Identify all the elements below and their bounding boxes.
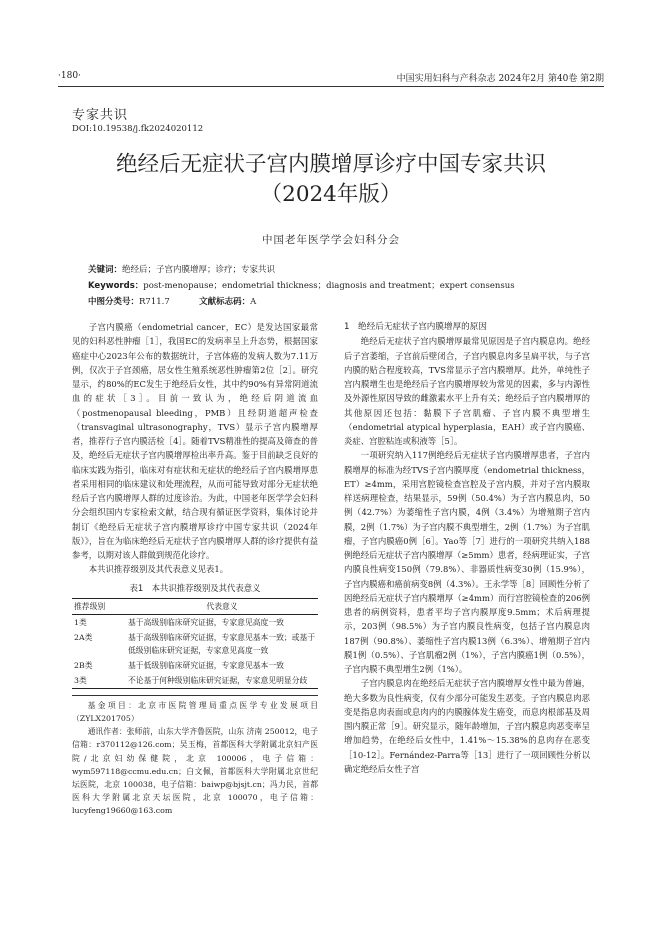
table-cell-meaning: 基于低级别临床研究证据，专家意见基本一致 [128,660,284,670]
table-cell-grade: 2A类 [74,632,93,642]
doc-code-label: 文献标志码： [199,297,251,307]
article-title [0,150,662,210]
table-cell-meaning: 不论基于何种级别临床研究证据，专家意见明显分歧 [126,673,318,689]
table-reference: 本共识推荐级别及其代表意义见表1。 [88,564,229,575]
clc-value: R711.7 [139,297,170,307]
table-cell-meaning: 基于高级别临床研究证据，专家意见基本一致；或基于低级别临床研究证据，专家意见高度一致 [128,632,316,655]
funding-note: 基金项目：北京市医院管理局重点医学专业发展项目（ZYLX201705） [72,700,318,723]
table-cell-meaning: 基于高级别临床研究证据，专家意见高度一致 [128,617,284,627]
section-1-heading: 1 绝经后无症状子宫内膜增厚的原因 [344,322,487,332]
table-cell-grade: 1类 [74,617,87,627]
keywords-cn-label: 关键词： [88,265,123,275]
header-rule [58,86,604,87]
corresponding-authors-note: 通讯作者：张师前，山东大学齐鲁医院，山东 济南 250012，电子信箱：r370112@126.com；吴玉梅，首都医科大学附属北京妇产医院/北京妇幼保健院，北京 100006，电子信箱：wym597118@ccmu.edu.cn；白文佩，首都医科大学附属北京世纪坛医院，北京 100038，电子信箱：baiwp@bjsjt.cn；冯力民，首都医科大学附属北京天坛医院，北京 100070，电子信箱：lucyfeng19660@163.com [72,727,318,816]
title-line-1: 绝经后无症状子宫内膜增厚诊疗中国专家共识 [115,152,546,177]
keywords-cn-text: 绝经后；子宫内膜增厚；诊疗；专家共识 [122,265,276,275]
title-line-2: （2024年版） [260,182,402,207]
intro-paragraph: 子宫内膜癌（endometrial cancer，EC）是发达国家最常见的妇科恶性肿瘤［1］，我国EC的发病率呈上升态势，根据国家癌症中心2023年公布的数据统计，子宫体癌的发病人数为7.11万例，仅次于子宫颈癌，居女性生殖系统恶性肿瘤第2位［2］。研究显示，约80%的EC发生于绝经后女性，其中约90%有异常阴道流血的症状［3］。目前一致认为，绝经后阴道流血（postmenopausal bleeding，PMB）且经阴道超声检查（transvaginal ultrasonography，TVS）显示子宫内膜增厚者，推荐行子宫内膜活检［4］。随着TVS精准性的提高及筛查的普及，绝经后无症状子宫内膜增厚检出率升高。鉴于目前缺乏良好的临床实践为指引，临床对有症状和无症状的绝经后子宫内膜增厚患者采用相同的临床建议和处理流程，从而可能导致对部分无症状绝经后子宫内膜增厚人群的过度诊治。为此，中国老年医学学会妇科分会组织国内专家检索文献，结合现有循证医学资料，集体讨论并制订《绝经后无症状子宫内膜增厚诊疗中国专家共识（2024年版）》，旨在为临床绝经后无症状子宫内膜增厚人群的诊疗提供有益参考，以期对该人群做到规范化诊疗。 [72,322,318,560]
table1-header-meaning: 代表意义 [126,598,318,614]
keywords-en [88,280,588,293]
keywords-en-label: Keywords： [88,281,144,291]
author: 中国老年医学学会妇科分会 [262,234,400,246]
table-row [72,673,318,689]
table1-caption: 表1 本共识推荐级别及其代表意义 [129,582,261,593]
table-cell-grade: 3类 [72,673,126,689]
table-row [72,614,318,630]
doc-code-value: A [250,297,257,307]
section-label: 专家共识 [72,108,129,123]
page-number: ·180· [58,71,81,81]
clc-label: 中图分类号： [88,297,140,307]
table-row [72,658,318,673]
right-column [344,320,590,776]
left-column [72,320,318,818]
classification [88,296,588,309]
keywords-en-text: post-menopause；endometrial thickness；diagnosis and treatment；expert consensus [143,281,515,291]
table-cell-grade: 2B类 [74,660,93,670]
body-paragraph: 绝经后无症状子宫内膜增厚最常见原因是子宫内膜息肉。绝经后子宫萎缩，子宫前后壁闭合，子宫内膜息肉多呈扁平状，与子宫内膜的贴合程度较高，TVS常显示子宫内膜增厚。此外，单纯性子宫内膜增生也是绝经后子宫内膜增厚较为常见的因素，多与内源性及外源性原因导致的雌激素水平上升有关；绝经后子宫内膜增厚的其他原因还包括：黏膜下子宫肌瘤、子宫内膜不典型增生（endometrial atypical hyperplasia，EAH）或子宫内膜癌、炎症、宫腔粘连或积液等［5］。 [344,336,590,446]
table1 [72,598,318,689]
footnotes [72,695,318,818]
body-paragraph: 一项研究纳入117例绝经后无症状子宫内膜增厚患者，子宫内膜增厚的标准为经TVS子宫内膜厚度（endometrial thickness，ET）≥4mm，采用宫腔镜检查宫腔及子宫内膜，并对子宫内膜取样送病理检查，结果显示，59例（50.4%）为子宫内膜息肉，50例（42.7%）为萎缩性子宫内膜，4例（3.4%）为增殖期子宫内膜，2例（1.7%）为子宫内膜不典型增生，2例（1.7%）为子宫肌瘤，子宫内膜癌0例［6］。Yao等［7］进行的一项研究共纳入188例绝经后无症状子宫内膜增厚（≥5mm）患者，经病理证实，子宫内膜良性病变150例（79.8%）、非器质性病变30例（15.9%），子宫内膜癌和癌前病变8例（4.3%）。王永学等［8］回顾性分析了因绝经后无症状子宫内膜增厚（≥4mm）而行宫腔镜检查的206例患者的病例资料，患者平均子宫内膜厚度9.5mm；术后病理提示，203例（98.5%）为子宫内膜良性病变，包括子宫内膜息肉187例（90.8%）、萎缩性子宫内膜13例（6.3%）、增殖期子宫内膜1例（0.5%）、子宫肌瘤2例（1%），子宫内膜癌1例（0.5%），子宫内膜不典型增生2例（1%）。 [344,450,590,674]
doi: DOI:10.19538/j.fk2024020112 [72,124,204,134]
table1-header-grade: 推荐级别 [72,598,126,614]
keywords-cn [88,264,588,277]
table-row [72,630,318,658]
body-paragraph: 子宫内膜息肉在绝经后无症状子宫内膜增厚女性中最为普遍，绝大多数为良性病变，仅有少部分可能发生恶变。子宫内膜息肉恶变是指息肉表面或息肉内的内膜腺体发生癌变，而息肉根部基及周围内膜正常［9］。研究显示，随年龄增加，子宫内膜息肉恶变率呈增加趋势，在绝经后女性中，1.41%～15.38%的息肉存在恶变［10-12］。Fernández-Parra等［13］进行了一项回顾性分析以确定绝经后女性子宫 [344,678,590,774]
journal-header: 中国实用妇科与产科杂志 2024年2月 第40卷 第2期 [396,74,604,84]
